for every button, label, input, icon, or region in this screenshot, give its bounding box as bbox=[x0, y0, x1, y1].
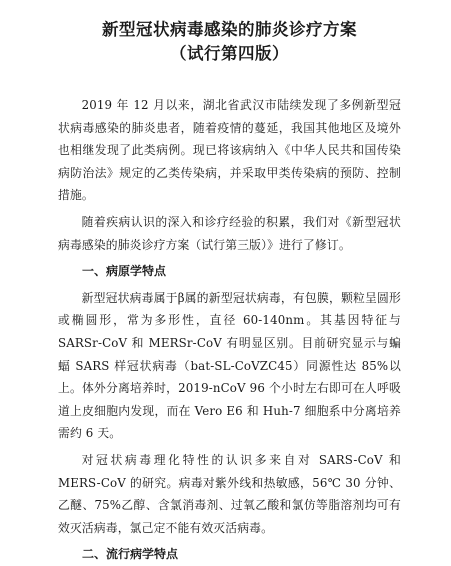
document-subtitle: （试行第四版） bbox=[170, 44, 289, 63]
section-heading-etiology: 一、病原学特点 bbox=[82, 264, 167, 279]
intro-paragraph-1: 2019 年 12 月以来，湖北省武汉市陆续发现了多例新型冠状病毒感染的肺炎患者，随着疫情的蔓延，我国其他地区及境外也相继发现了此类病例。现已将该病纳入《中华人民共和国传染病防治法》规定的乙类传染病，并采取甲类传染病的预防、控制措施。 bbox=[58, 98, 401, 203]
etiology-paragraph-2: 对冠状病毒理化特性的认识多来自对 SARS-CoV 和 MERS-CoV 的研究。病毒对紫外线和热敏感，56℃ 30 分钟、乙醚、75%乙醇、含氯消毒剂、过氧乙酸和氯仿等脂溶剂均可有效灭活病毒，氯己定不能有效灭活病毒。 bbox=[58, 452, 401, 535]
etiology-paragraph-1: 新型冠状病毒属于β属的新型冠状病毒，有包膜，颗粒呈圆形或椭圆形，常为多形性，直径 60-140nm。其基因特征与 SARSr-CoV 和 MERSr-CoV 有明显区别。目前研究显示与蝙蝠 SARS 样冠状病毒（bat-SL-CoVZC45）同源性达 85%以上。体外分离培养时，2019-nCoV 96 个小时左右即可在人呼吸道上皮细胞内发现，而在 Vero E6 和 Huh-7 细胞系中分离培养需约 6 天。 bbox=[58, 290, 401, 441]
intro-paragraph-2: 随着疾病认识的深入和诊疗经验的积累，我们对《新型冠状病毒感染的肺炎诊疗方案（试行第三版）》进行了修订。 bbox=[58, 214, 401, 252]
section-heading-epidemiology: 二、流行病学特点 bbox=[82, 547, 179, 562]
document-title: 新型冠状病毒感染的肺炎诊疗方案 bbox=[102, 20, 357, 39]
